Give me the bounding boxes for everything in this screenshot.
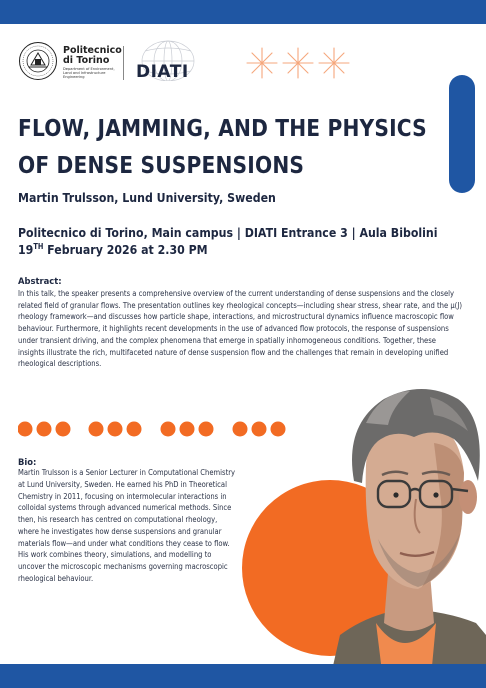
university-seal-icon [18,41,58,81]
speaker-name: Martin Trulsson, Lund University, Sweden [18,190,276,205]
speaker-portrait [318,373,486,688]
event-venue: Politecnico di Torino, Main campus | DIATI Entrance 3 | Aula Bibolini [18,225,438,240]
institution-name: Politecnico di Torino [63,45,122,66]
date-day: 19 [18,242,34,257]
date-suffix: TH [33,242,44,251]
event-date [18,242,208,257]
date-rest: February 2026 at 2.30 PM [43,242,208,257]
event-title [18,110,427,184]
bio-text: Martin Trulsson is a Senior Lecturer in Computational Chemistry at Lund University, Sweden. He earned his PhD in Theoretical Chemistry in 2011, focusing on intermolecular interactions in colloidal systems through advanced numerical methods. Since then, his research has centred on computational rheology, where he investigates how dense suspensions and granular materials flow—and under what conditions they cease to flow. His work combines theory, simulations, and modelling to uncover the microscopic mechanisms governing macroscopic rheological behaviour. [18,467,236,583]
dot-row-icon [18,420,288,438]
top-bar [0,0,486,24]
abstract-text: In this talk, the speaker presents a comprehensive overview of the current understanding of dense suspensions and the closely related field of granular flows. The presentation outlines key rheological concepts—including shear stress, shear rate, and the μ(J) rheology framework—and discusses how particle shape, interactions, and microstructural dynamics influence macroscopic flow behaviour. Furthermore, it highlights recent developments in the use of advanced flow protocols, the response of suspensions under transient driving, and the complex phenomena that emerge in spatially inhomogeneous conditions. Together, these insights illustrate the rich, multifaceted nature of dense suspension flow and the challenges that remain in developing unified rheological descriptions. [18,288,463,369]
title-line-2: OF DENSE SUSPENSIONS [18,151,305,179]
side-accent-bar [449,75,475,193]
abstract-heading: Abstract: [18,276,62,286]
logo-divider [123,46,124,80]
asterisk-stars-icon [244,43,352,83]
department-acronym: DIATI [136,62,189,82]
bio-heading: Bio: [18,457,37,467]
bottom-bar [0,664,486,688]
title-line-1: FLOW, JAMMING, AND THE PHYSICS [18,114,427,142]
department-name: Department of Environment, Land and Infrastructure Engineering [63,67,115,80]
